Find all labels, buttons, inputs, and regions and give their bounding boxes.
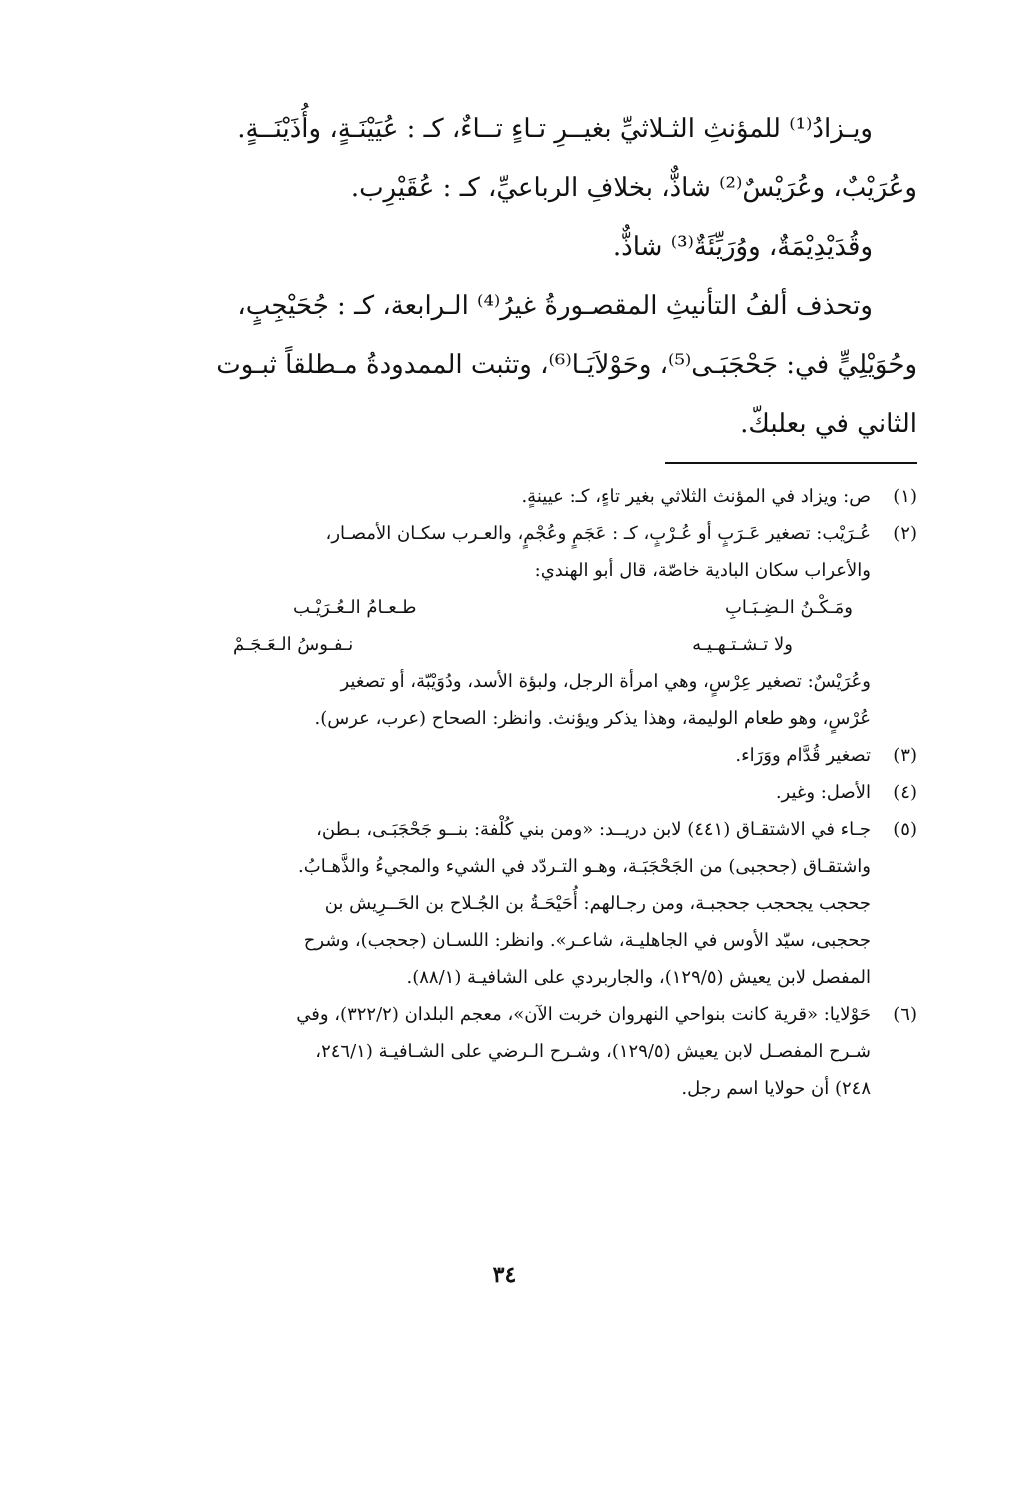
footnote-number: (٣) [893, 745, 917, 766]
main-line-1: ويـزادُ⁽¹⁾ للمؤنثِ الثـلاثيِّ بغيــرِ تـاءٍ تــاءٌ، كـ : عُيَيْنَـةٍ، وأُذَيْنَــةٍ. [237, 114, 873, 144]
footnote-5 [160, 811, 917, 996]
footnote-text: حَوْلايا: «قرية كانت بنواحي النهروان خربت الآن»، معجم البلدان (٣٢٢/٢)، وفي [296, 1004, 871, 1025]
footnote-text: الأصل: وغير. [775, 782, 871, 803]
footnote-text: واشتقـاق (جحجبى) من الجَحْجَبَـة، وهـو التـردّد في الشيء والمجيءُ والذَّهـابُ. [298, 856, 871, 877]
footnote-2 [160, 515, 917, 737]
footnote-number: (٤) [893, 782, 917, 803]
verse-hemistich: ومَـكْـنُ الـضِـبَـابِ [724, 597, 853, 618]
footnote-text: جحجب يجحجب جحجبـة، ومن رجـالهم: أُحَيْحَـةُ بن الجُـلاح بن الحَــرِيش بن [324, 893, 871, 914]
footnote-6 [160, 996, 917, 1107]
verse-hemistich: نـفـوسُ الـعَـجَـمْ [233, 634, 354, 655]
main-line-3: وقُدَيْدِيْمَةٌ، ووُرَيِّئَةٌ⁽³⁾ شاذٌّ. [612, 232, 873, 262]
footnote-text: جحجبى، سيّد الأوس في الجاهليـة، شاعـر». وانظر: اللسـان (جحجب)، وشرح [303, 930, 871, 951]
footnotes [160, 478, 917, 1107]
footnote-text: وعُرَيْسٌ: تصغير عِرْسٍ، وهي امرأة الرجل، ولبؤة الأسد، ودُوَيْبّة، أو تصغير [340, 671, 871, 692]
main-line-4: وتحذف ألفُ التأنيثِ المقصـورةُ غيرُ⁽⁴⁾ الـرابعة، كـ : جُحَيْجِبٍ، [237, 291, 873, 321]
footnote-text: المفصل لابن يعيش (١٢٩/٥)، والجاربردي على الشافيـة (٨٨/١). [406, 967, 871, 988]
footnote-text: شـرح المفصـل لابن يعيش (١٢٩/٥)، وشـرح الـرضي على الشـافيـة (٢٤٦/١، [315, 1041, 871, 1062]
footnote-number: (٥) [893, 819, 917, 840]
footnote-text: ٢٤٨) أن حولايا اسم رجل. [681, 1078, 871, 1099]
verse-hemistich: طـعـامُ الـعُـرَيْـب [293, 597, 417, 618]
main-line-5: وحُوَيْلِيٍّ في: جَحْجَبَـى⁽⁵⁾، وحَوْلاَيَـا⁽⁶⁾، وتثبت الممدودةُ مـطلقاً ثبـوت [216, 350, 917, 380]
footnote-separator [665, 462, 917, 464]
footnote-1 [160, 478, 917, 515]
footnote-3 [160, 737, 917, 774]
footnote-number: (١) [893, 486, 917, 507]
main-text [160, 100, 917, 454]
poem-verse [160, 589, 871, 663]
footnote-number: (٦) [893, 1004, 917, 1025]
footnote-text: عُرْسٍ، وهو طعام الوليمة، وهذا يذكر ويؤنث. وانظر: الصحاح (عرب، عرس). [314, 708, 871, 729]
main-line-6: الثاني في بعلبكّ. [740, 409, 917, 439]
footnote-number: (٢) [893, 523, 917, 544]
footnote-4 [160, 774, 917, 811]
footnote-text: ص: ويزاد في المؤنث الثلاثي بغير تاءٍ، كـ: عيينةٍ. [521, 486, 871, 507]
footnote-text: عُـرَيْب: تصغير عَـرَبٍ أو عُـرْبٍ، كـ : عَجَمٍ وعُجْمٍ، والعـرب سكـان الأمصـار، [325, 523, 871, 544]
footnote-text: تصغير قُدَّام ووَرَاء. [735, 745, 871, 766]
footnote-text: جـاء في الاشتقـاق (٤٤١) لابن دريــد: «ومن بني كُلْفة: بنــو جَحْجَبَـى، بـطن، [316, 819, 871, 840]
verse-hemistich: ولا تـشـتـهـيـه [692, 634, 793, 655]
page-number: ٣٤ [492, 1262, 517, 1288]
footnote-text: والأعراب سكان البادية خاصّة، قال أبو الهندي: [534, 560, 871, 581]
main-line-2: وعُرَيْبٌ، وعُرَيْسٌ⁽²⁾ شاذٌّ، بخلافِ الرباعيِّ، كـ : عُقَيْرِب. [350, 173, 917, 203]
